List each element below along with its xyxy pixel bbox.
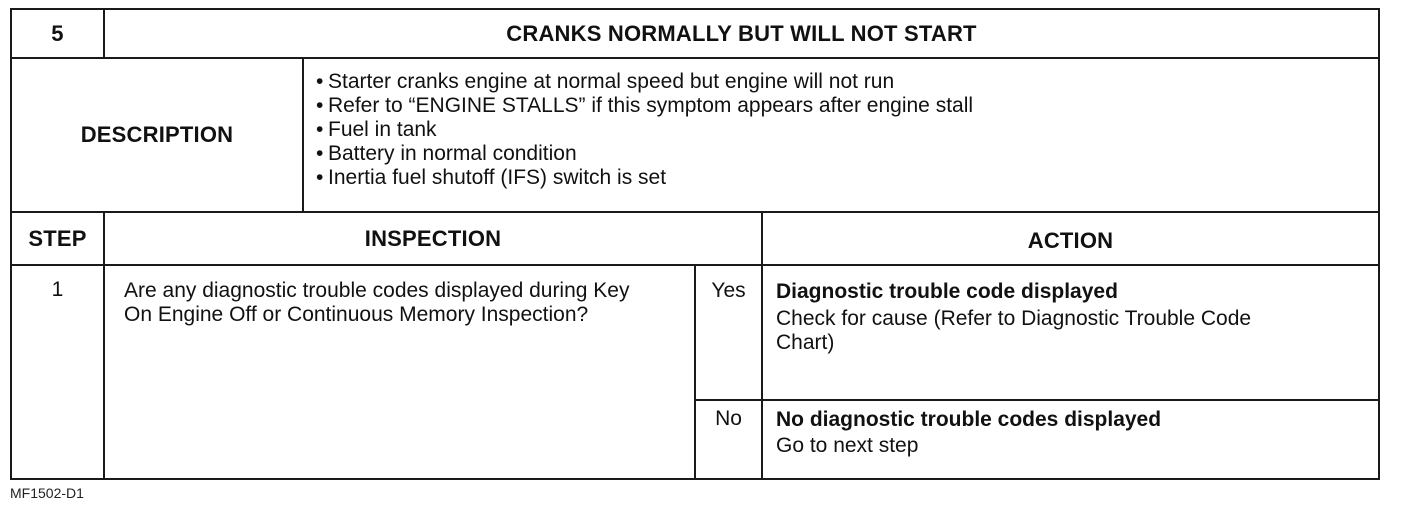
action-title-yes: Diagnostic trouble code displayed [776,280,1118,303]
action-text-no: Go to next step [776,434,919,457]
bullet-icon: • [316,118,324,141]
header-action: ACTION [1027,227,1114,253]
action-title-no: No diagnostic trouble codes displayed [776,408,1162,431]
bullet-icon: • [316,142,324,165]
description-label: DESCRIPTION [80,122,234,147]
bullet-icon: • [316,70,324,93]
rule-description-label [302,57,304,212]
description-content [316,70,1366,208]
inspection-question: Are any diagnostic trouble codes displayed during Key On Engine Off or Continuous Memory Inspection? [124,279,630,326]
symptom-number: 5 [51,20,64,46]
description-item: • Inertia fuel shutoff (IFS) switch is set [316,166,667,189]
bullet-icon: • [316,94,324,117]
description-list [316,70,1366,190]
header-inspection: INSPECTION [364,225,502,251]
rule-between-outcomes [694,399,1380,401]
answer-yes: Yes [711,279,746,302]
description-item: • Battery in normal condition [316,142,577,165]
description-item: • Fuel in tank [316,118,437,141]
description-item: • Refer to “ENGINE STALLS” if this symptom appears after engine stall [316,94,974,117]
bullet-icon: • [316,166,324,189]
figure-code: MF1502-D1 [10,485,84,501]
symptom-title: CRANKS NORMALLY BUT WILL NOT START [506,20,977,46]
action-text-yes: Check for cause (Refer to Diagnostic Trouble Code Chart) [776,307,1252,354]
step-number: 1 [51,278,64,301]
description-item: • Starter cranks engine at normal speed but engine will not run [316,70,895,93]
answer-no: No [715,407,742,430]
header-step: STEP [28,225,87,251]
